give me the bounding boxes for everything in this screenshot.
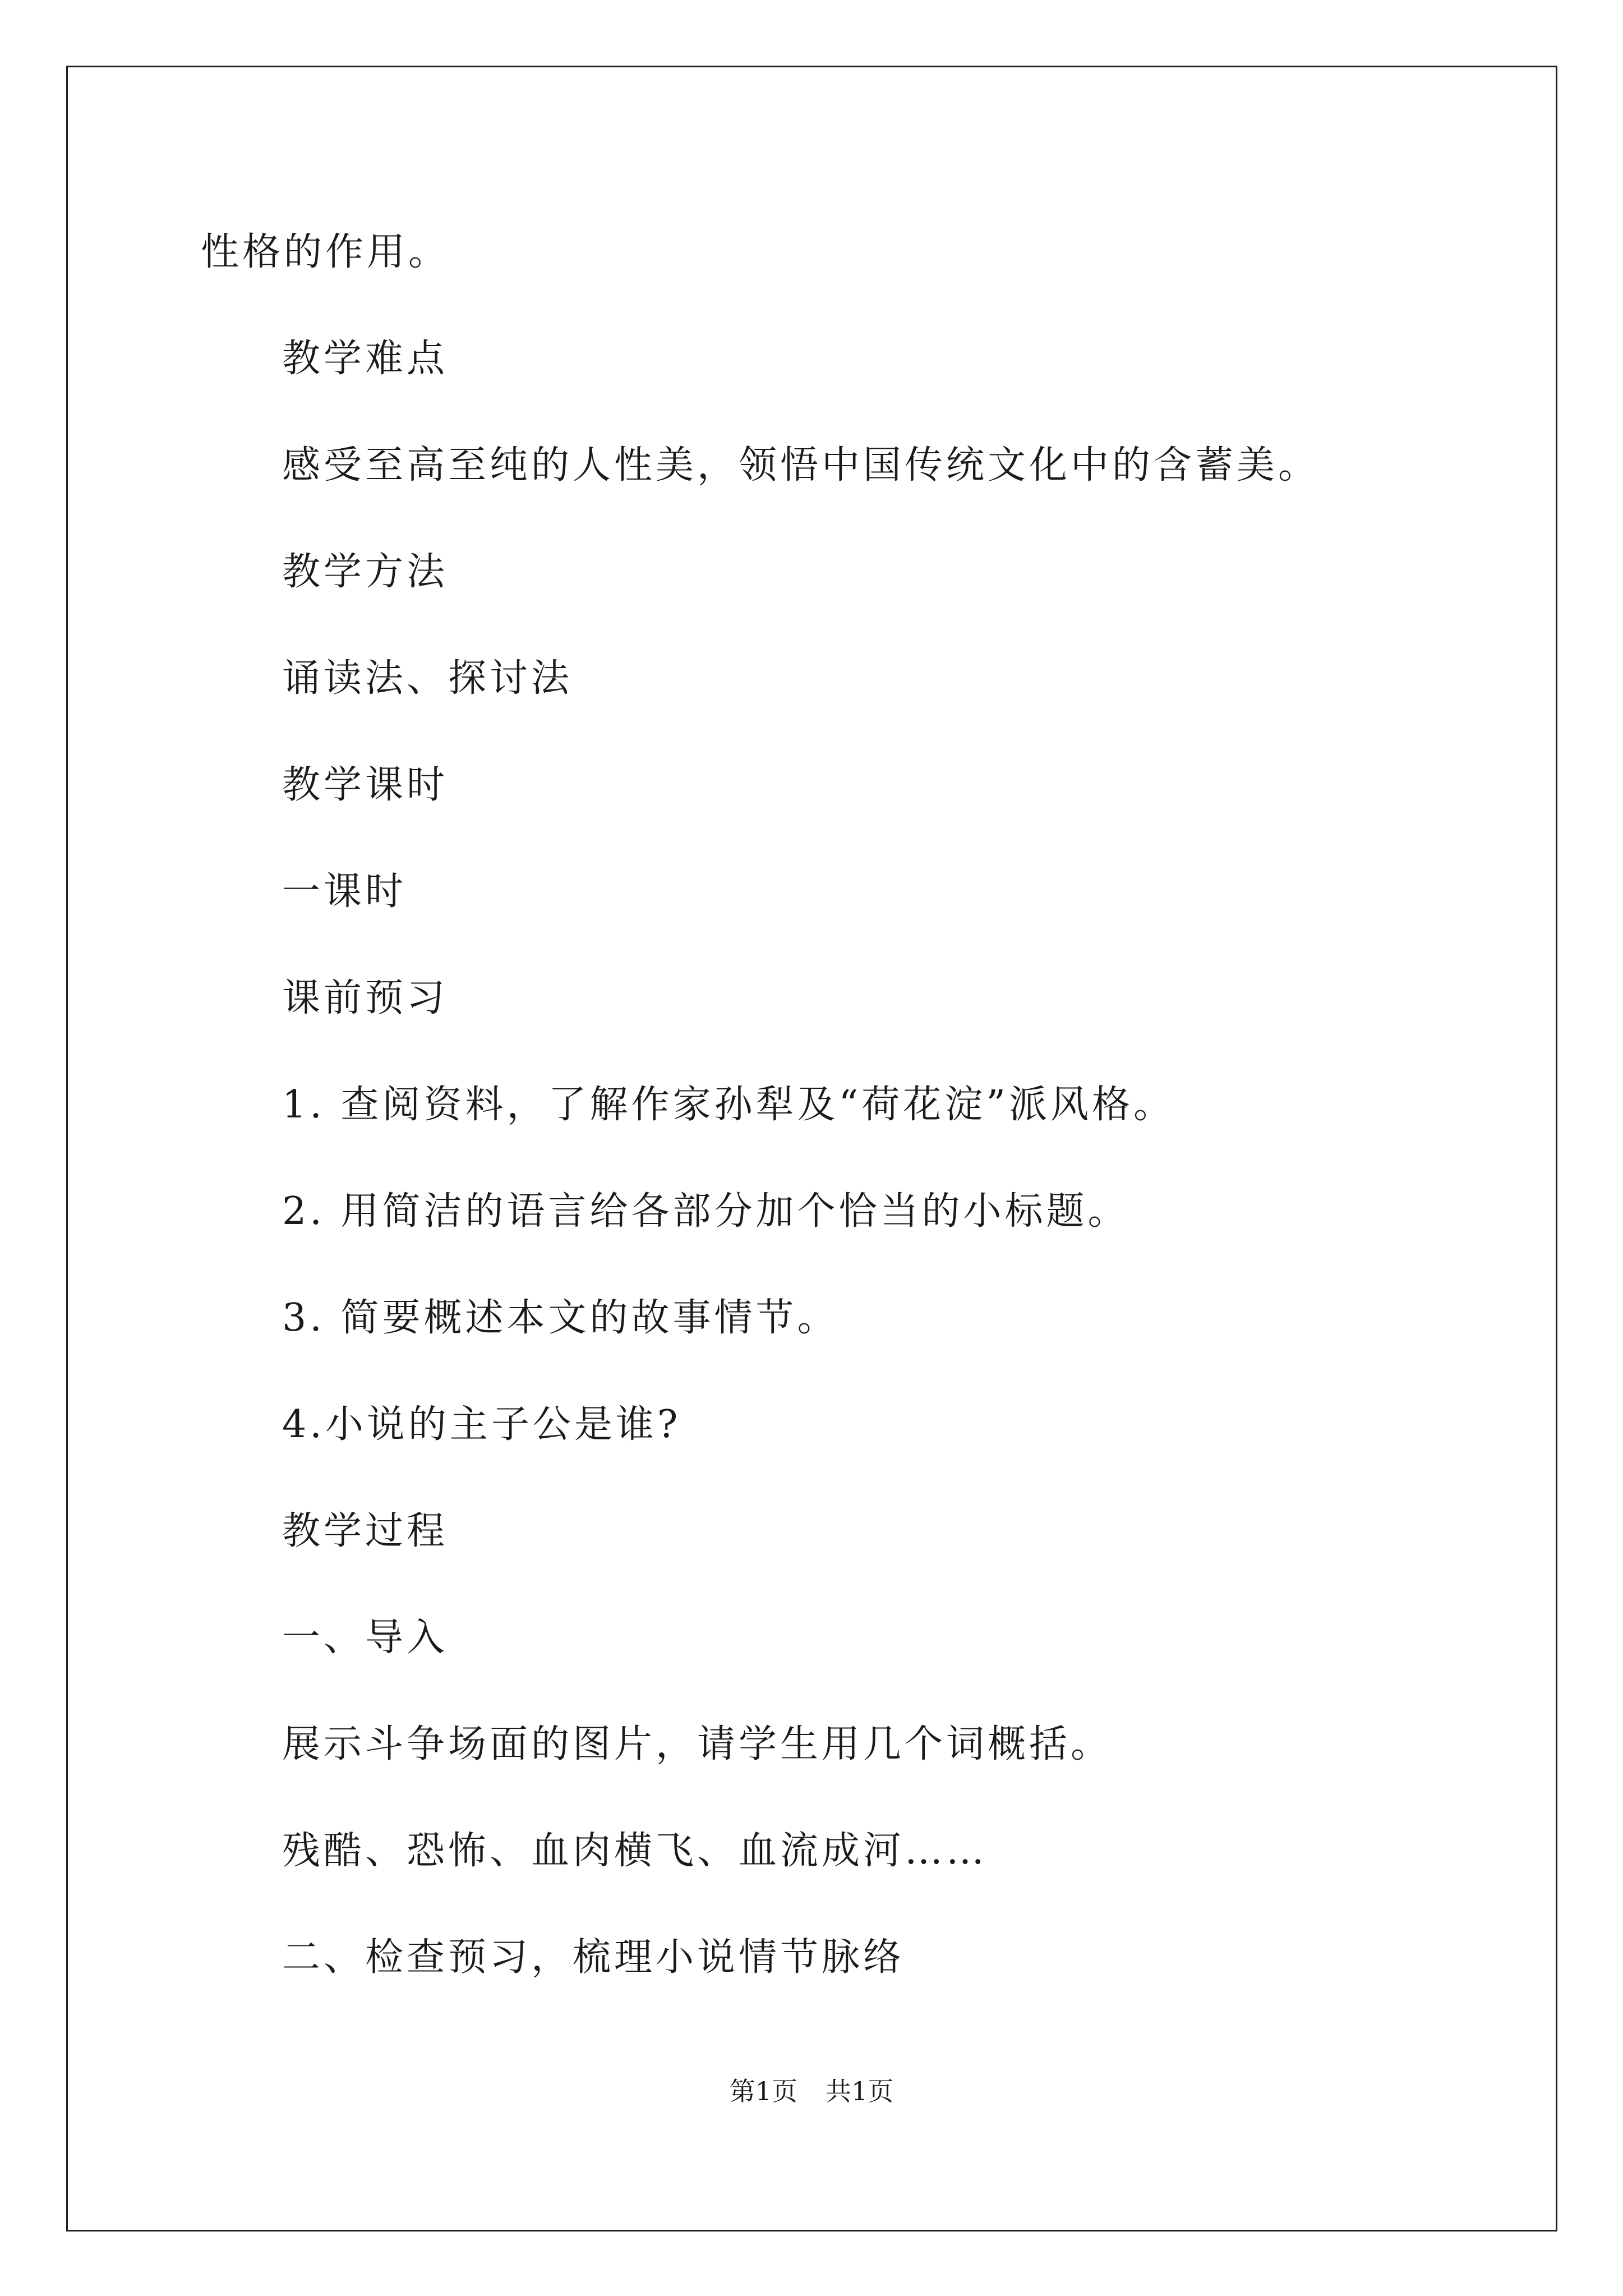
page-total: 共1页 <box>826 2076 894 2106</box>
text-line: 性格的作用。 <box>201 230 450 274</box>
text-line: 感受至高至纯的人性美，领悟中国传统文化中的含蓄美。 <box>282 443 1320 487</box>
page-border <box>66 66 1557 2231</box>
section-heading: 教学过程 <box>282 1509 449 1553</box>
text-line: 二、检查预习，梳理小说情节脉络 <box>282 1935 905 1980</box>
section-heading: 教学课时 <box>282 763 449 807</box>
list-item: 1. 查阅资料，了解作家孙犁及“荷花淀”派风格。 <box>282 1083 1175 1127</box>
text-line: 一、导入 <box>282 1616 449 1660</box>
text-line: 展示斗争场面的图片，请学生用几个词概括。 <box>282 1722 1113 1766</box>
list-item: 3. 简要概述本文的故事情节。 <box>282 1296 839 1340</box>
text-line: 诵读法、探讨法 <box>282 656 573 701</box>
list-item: 4.小说的主子公是谁? <box>282 1402 681 1447</box>
section-heading: 教学难点 <box>282 337 449 381</box>
page-footer <box>0 2076 1623 2107</box>
text-line: 一课时 <box>282 869 407 914</box>
page-number: 第1页 <box>729 2076 797 2106</box>
section-heading: 教学方法 <box>282 550 449 594</box>
text-line: 残酷、恐怖、血肉横飞、血流成河…… <box>282 1829 988 1873</box>
section-heading: 课前预习 <box>282 976 449 1020</box>
list-item: 2. 用简洁的语言给各部分加个恰当的小标题。 <box>282 1189 1129 1234</box>
